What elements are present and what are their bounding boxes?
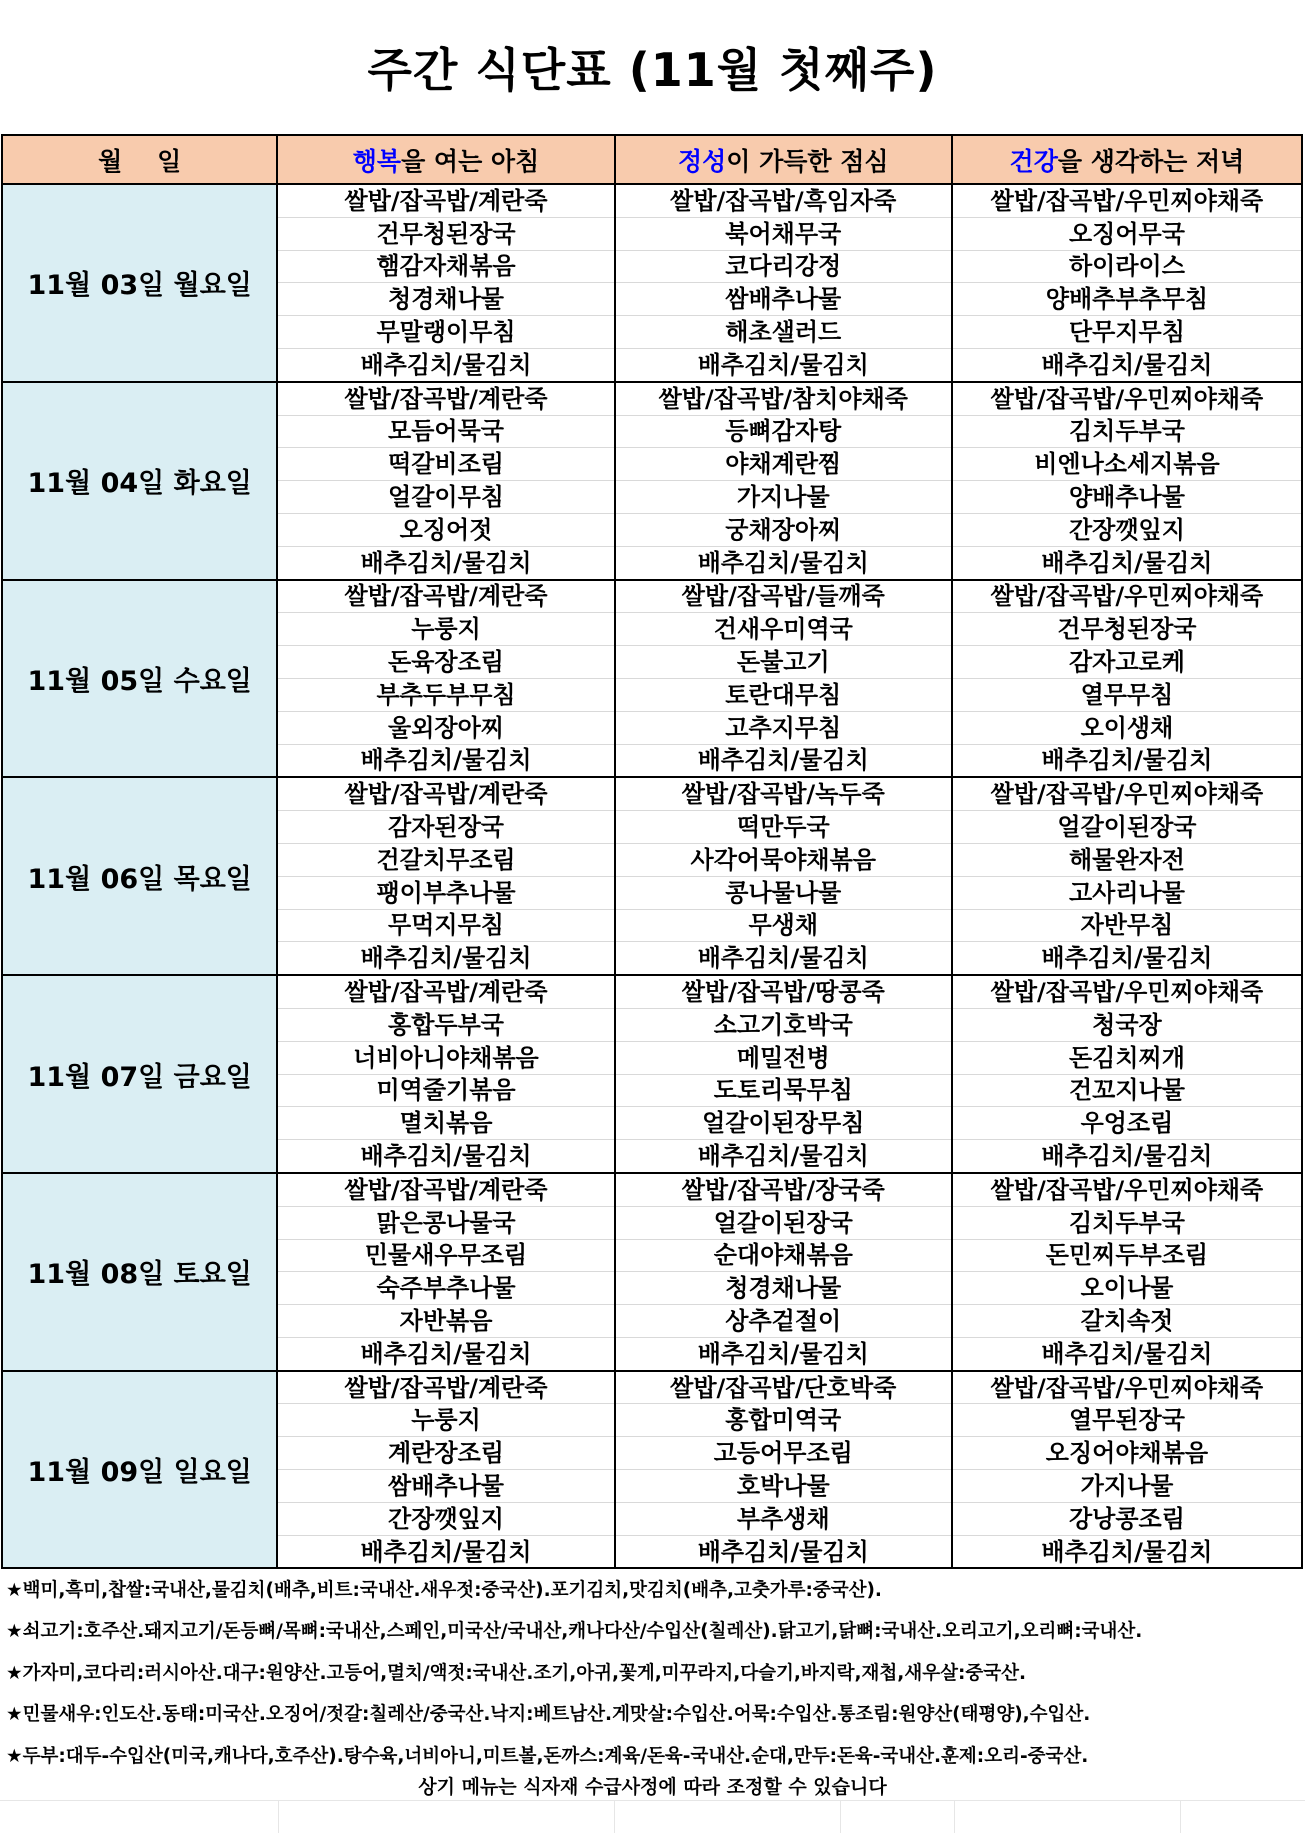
dinner-dish: 오징어야채볶음 — [952, 1437, 1302, 1470]
lunch-dish: 도토리묵무침 — [615, 1074, 952, 1107]
lunch-dish: 청경채나물 — [615, 1272, 952, 1305]
breakfast-dish: 배추김치/물김치 — [277, 1535, 614, 1568]
dinner-dish: 쌀밥/잡곡밥/우민찌야채죽 — [952, 1371, 1302, 1404]
breakfast-dish: 쌀밥/잡곡밥/계란죽 — [277, 1371, 614, 1404]
menu-row — [2, 184, 1302, 217]
breakfast-dish: 미역줄기볶음 — [277, 1074, 614, 1107]
dinner-dish: 간장깻잎지 — [952, 513, 1302, 546]
header-dinner-accent: 건강 — [1009, 146, 1058, 176]
breakfast-dish: 무말랭이무침 — [277, 316, 614, 349]
breakfast-dish: 쌀밥/잡곡밥/계란죽 — [277, 777, 614, 810]
dinner-dish: 갈치속젓 — [952, 1305, 1302, 1338]
lunch-dish: 배추김치/물김치 — [615, 1140, 952, 1173]
lunch-dish: 상추겉절이 — [615, 1305, 952, 1338]
breakfast-dish: 민물새우무조림 — [277, 1239, 614, 1272]
lunch-dish: 야채계란찜 — [615, 448, 952, 481]
lunch-dish: 배추김치/물김치 — [615, 546, 952, 579]
lunch-dish: 홍합미역국 — [615, 1404, 952, 1437]
header-breakfast — [277, 135, 614, 184]
lunch-dish: 쌀밥/잡곡밥/녹두죽 — [615, 777, 952, 810]
dinner-dish: 쌀밥/잡곡밥/우민찌야채죽 — [952, 975, 1302, 1008]
breakfast-dish: 숙주부추나물 — [277, 1272, 614, 1305]
origin-note: ★가자미,코다리:러시아산.대구:원양산.고등어,멸치/액젓:국내산.조기,아귀,꽃게,미꾸라지,다슬기,바지락,재첩,새우살:중국산. — [6, 1662, 1026, 1684]
origin-note: ★민물새우:인도산.동태:미국산.오징어/젓갈:칠레산/중국산.낙지:베트남산.게맛살:수입산.어묵:수입산.통조림:원양산(태평양),수입산. — [6, 1704, 1091, 1726]
lunch-dish: 코다리강정 — [615, 250, 952, 283]
lunch-dish: 쌀밥/잡곡밥/참치야채죽 — [615, 382, 952, 415]
dinner-dish: 배추김치/물김치 — [952, 1535, 1302, 1568]
dinner-dish: 배추김치/물김치 — [952, 1337, 1302, 1370]
dinner-dish: 얼갈이된장국 — [952, 811, 1302, 844]
lunch-dish: 쌀밥/잡곡밥/단호박죽 — [615, 1371, 952, 1404]
menu-body — [2, 184, 1302, 1568]
dinner-dish: 건꼬지나물 — [952, 1074, 1302, 1107]
origin-note: ★쇠고기:호주산.돼지고기/돈등뼈/목뼈:국내산,스페인,미국산/국내산,캐나다산/수입산(칠레산).닭고기,닭뼈:국내산.오리고기,오리뼈:국내산. — [6, 1621, 1143, 1643]
dinner-dish: 배추김치/물김치 — [952, 348, 1302, 381]
dinner-dish: 청국장 — [952, 1008, 1302, 1041]
breakfast-dish: 누룽지 — [277, 1404, 614, 1437]
day-label: 11월 06일 목요일 — [2, 777, 277, 975]
dinner-dish: 비엔나소세지볶음 — [952, 448, 1302, 481]
day-label: 11월 09일 일요일 — [2, 1371, 277, 1569]
breakfast-dish: 돈육장조림 — [277, 646, 614, 679]
lunch-dish: 배추김치/물김치 — [615, 1535, 952, 1568]
lunch-dish: 얼갈이된장국 — [615, 1206, 952, 1239]
dinner-dish: 오이나물 — [952, 1272, 1302, 1305]
header-lunch-accent: 정성 — [677, 146, 727, 176]
breakfast-dish: 건갈치무조림 — [277, 843, 614, 876]
breakfast-dish: 누룽지 — [277, 613, 614, 646]
header-dinner — [952, 135, 1302, 184]
lunch-dish: 콩나물나물 — [615, 876, 952, 909]
dinner-dish: 오징어무국 — [952, 217, 1302, 250]
breakfast-dish: 쌀밥/잡곡밥/계란죽 — [277, 382, 614, 415]
header-row — [2, 135, 1302, 184]
menu-row — [2, 975, 1302, 1008]
lunch-dish: 쌀밥/잡곡밥/장국죽 — [615, 1173, 952, 1206]
menu-row — [2, 1371, 1302, 1404]
dinner-dish: 양배추나물 — [952, 481, 1302, 514]
lunch-dish: 순대야채볶음 — [615, 1239, 952, 1272]
breakfast-dish: 쌀밥/잡곡밥/계란죽 — [277, 1173, 614, 1206]
lunch-dish: 쌀밥/잡곡밥/흑임자죽 — [615, 184, 952, 217]
breakfast-dish: 감자된장국 — [277, 811, 614, 844]
sheet-gridline — [278, 1800, 279, 1833]
lunch-dish: 가지나물 — [615, 481, 952, 514]
dinner-dish: 자반무침 — [952, 909, 1302, 942]
menu-row — [2, 1173, 1302, 1206]
day-label: 11월 04일 화요일 — [2, 382, 277, 580]
breakfast-dish: 팽이부추나물 — [277, 876, 614, 909]
breakfast-dish: 배추김치/물김치 — [277, 942, 614, 975]
breakfast-dish: 얼갈이무침 — [277, 481, 614, 514]
breakfast-dish: 간장깻잎지 — [277, 1502, 614, 1535]
sheet-gridline — [0, 1800, 1305, 1801]
dinner-dish: 가지나물 — [952, 1470, 1302, 1503]
lunch-dish: 고등어무조림 — [615, 1437, 952, 1470]
breakfast-dish: 배추김치/물김치 — [277, 348, 614, 381]
sheet-gridline — [1180, 1800, 1181, 1833]
breakfast-dish: 쌀밥/잡곡밥/계란죽 — [277, 184, 614, 217]
lunch-dish: 사각어묵야채볶음 — [615, 843, 952, 876]
lunch-dish: 배추김치/물김치 — [615, 744, 952, 777]
dinner-dish: 배추김치/물김치 — [952, 942, 1302, 975]
menu-row — [2, 580, 1302, 613]
breakfast-dish: 자반볶음 — [277, 1305, 614, 1338]
lunch-dish: 고추지무침 — [615, 711, 952, 744]
dinner-dish: 고사리나물 — [952, 876, 1302, 909]
lunch-dish: 얼갈이된장무침 — [615, 1107, 952, 1140]
lunch-dish: 부추생채 — [615, 1502, 952, 1535]
dinner-dish: 해물완자전 — [952, 843, 1302, 876]
dinner-dish: 김치두부국 — [952, 1206, 1302, 1239]
breakfast-dish: 부추두부무침 — [277, 678, 614, 711]
dinner-dish: 쌀밥/잡곡밥/우민찌야채죽 — [952, 382, 1302, 415]
sheet-gridline — [840, 1800, 841, 1833]
lunch-dish: 배추김치/물김치 — [615, 942, 952, 975]
dinner-dish: 김치두부국 — [952, 415, 1302, 448]
lunch-dish: 건새우미역국 — [615, 613, 952, 646]
dinner-dish: 오이생채 — [952, 711, 1302, 744]
dinner-dish: 돈민찌두부조림 — [952, 1239, 1302, 1272]
origin-note: ★두부:대두-수입산(미국,캐나다,호주산).탕수육,너비아니,미트볼,돈까스:계육/돈육-국내산.순대,만두:돈육-국내산.훈제:오리-중국산. — [6, 1745, 1089, 1767]
breakfast-dish: 건무청된장국 — [277, 217, 614, 250]
dinner-dish: 쌀밥/잡곡밥/우민찌야채죽 — [952, 184, 1302, 217]
breakfast-dish: 울외장아찌 — [277, 711, 614, 744]
sheet-gridline — [614, 1800, 615, 1833]
header-lunch-text: 이 가득한 점심 — [726, 146, 889, 176]
lunch-dish: 쌀밥/잡곡밥/땅콩죽 — [615, 975, 952, 1008]
header-lunch — [615, 135, 952, 184]
breakfast-dish: 너비아니야채볶음 — [277, 1041, 614, 1074]
breakfast-dish: 홍합두부국 — [277, 1008, 614, 1041]
breakfast-dish: 배추김치/물김치 — [277, 744, 614, 777]
breakfast-dish: 떡갈비조림 — [277, 448, 614, 481]
lunch-dish: 돈불고기 — [615, 646, 952, 679]
dinner-dish: 단무지무침 — [952, 316, 1302, 349]
lunch-dish: 배추김치/물김치 — [615, 1337, 952, 1370]
dinner-dish: 배추김치/물김치 — [952, 546, 1302, 579]
page-title: 주간 식단표 (11월 첫째주) — [367, 43, 938, 97]
lunch-dish: 쌀밥/잡곡밥/들깨죽 — [615, 580, 952, 613]
day-label: 11월 03일 월요일 — [2, 184, 277, 382]
header-breakfast-accent: 행복 — [352, 146, 402, 176]
breakfast-dish: 쌀밥/잡곡밥/계란죽 — [277, 975, 614, 1008]
dinner-dish: 돈김치찌개 — [952, 1041, 1302, 1074]
dinner-dish: 양배추부추무침 — [952, 283, 1302, 316]
sheet-gridline — [954, 1800, 955, 1833]
dinner-dish: 배추김치/물김치 — [952, 744, 1302, 777]
origin-notes — [6, 1568, 1296, 1776]
lunch-dish: 호박나물 — [615, 1470, 952, 1503]
breakfast-dish: 배추김치/물김치 — [277, 546, 614, 579]
dinner-dish: 하이라이스 — [952, 250, 1302, 283]
lunch-dish: 소고기호박국 — [615, 1008, 952, 1041]
breakfast-dish: 모듬어묵국 — [277, 415, 614, 448]
lunch-dish: 떡만두국 — [615, 811, 952, 844]
dinner-dish: 열무된장국 — [952, 1404, 1302, 1437]
lunch-dish: 궁채장아찌 — [615, 513, 952, 546]
dinner-dish: 배추김치/물김치 — [952, 1140, 1302, 1173]
breakfast-dish: 계란장조림 — [277, 1437, 614, 1470]
lunch-dish: 북어채무국 — [615, 217, 952, 250]
lunch-dish: 메밀전병 — [615, 1041, 952, 1074]
breakfast-dish: 무먹지무침 — [277, 909, 614, 942]
day-label: 11월 08일 토요일 — [2, 1173, 277, 1371]
lunch-dish: 등뼈감자탕 — [615, 415, 952, 448]
menu-row — [2, 777, 1302, 810]
lunch-dish: 해초샐러드 — [615, 316, 952, 349]
origin-note: ★백미,흑미,찹쌀:국내산,물김치(배추,비트:국내산.새우젓:중국산).포기김치,맛김치(배추,고춧가루:중국산). — [6, 1579, 882, 1601]
dinner-dish: 열무무침 — [952, 678, 1302, 711]
dinner-dish: 쌀밥/잡곡밥/우민찌야채죽 — [952, 777, 1302, 810]
breakfast-dish: 배추김치/물김치 — [277, 1337, 614, 1370]
breakfast-dish: 맑은콩나물국 — [277, 1206, 614, 1239]
dinner-dish: 감자고로케 — [952, 646, 1302, 679]
lunch-dish: 쌈배추나물 — [615, 283, 952, 316]
dinner-dish: 우엉조림 — [952, 1107, 1302, 1140]
footer-notice: 상기 메뉴는 식자재 수급사정에 따라 조정할 수 있습니다 — [418, 1776, 887, 1798]
day-label: 11월 07일 금요일 — [2, 975, 277, 1173]
header-dinner-text: 을 생각하는 저녁 — [1057, 146, 1245, 176]
breakfast-dish: 햄감자채볶음 — [277, 250, 614, 283]
breakfast-dish: 배추김치/물김치 — [277, 1140, 614, 1173]
dinner-dish: 강낭콩조림 — [952, 1502, 1302, 1535]
breakfast-dish: 멸치볶음 — [277, 1107, 614, 1140]
breakfast-dish: 오징어젓 — [277, 513, 614, 546]
day-label: 11월 05일 수요일 — [2, 580, 277, 778]
lunch-dish: 토란대무침 — [615, 678, 952, 711]
header-breakfast-text: 을 여는 아침 — [401, 146, 540, 176]
lunch-dish: 배추김치/물김치 — [615, 348, 952, 381]
breakfast-dish: 청경채나물 — [277, 283, 614, 316]
weekly-menu-table — [1, 134, 1303, 1569]
breakfast-dish: 쌈배추나물 — [277, 1470, 614, 1503]
dinner-dish: 쌀밥/잡곡밥/우민찌야채죽 — [952, 1173, 1302, 1206]
lunch-dish: 무생채 — [615, 909, 952, 942]
menu-row — [2, 382, 1302, 415]
dinner-dish: 건무청된장국 — [952, 613, 1302, 646]
header-date: 월 일 — [2, 135, 277, 184]
dinner-dish: 쌀밥/잡곡밥/우민찌야채죽 — [952, 580, 1302, 613]
breakfast-dish: 쌀밥/잡곡밥/계란죽 — [277, 580, 614, 613]
